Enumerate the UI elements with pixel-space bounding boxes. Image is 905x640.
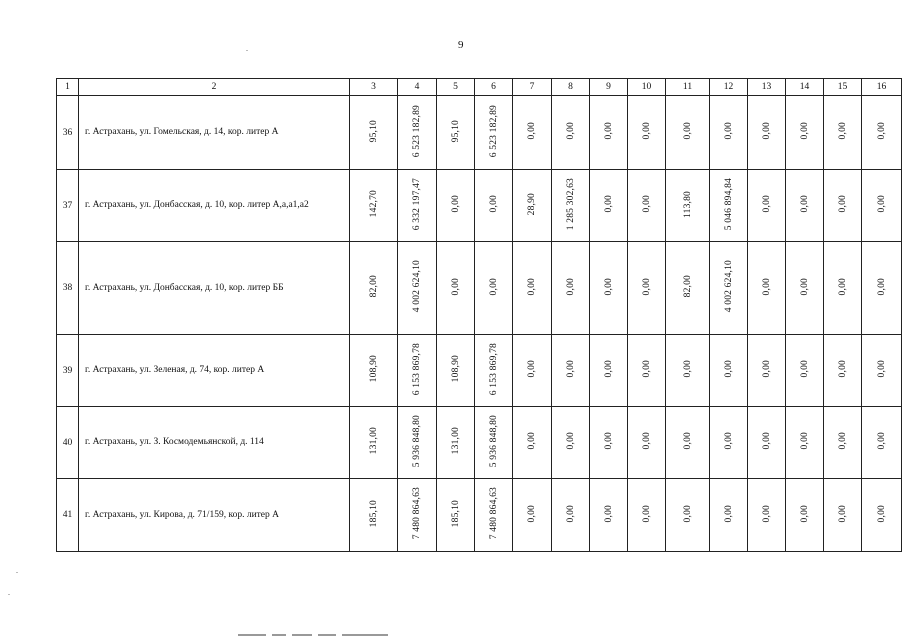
column-header: 6 xyxy=(475,79,513,96)
row-number: 41 xyxy=(57,479,79,552)
column-header: 5 xyxy=(437,79,475,96)
value-cell xyxy=(398,407,437,479)
column-header: 14 xyxy=(786,79,824,96)
value-text: 0,00 xyxy=(837,277,848,296)
value-text: 6 153 869,78 xyxy=(488,342,499,396)
column-header: 9 xyxy=(590,79,628,96)
value-text: 0,00 xyxy=(527,360,537,378)
value-cell xyxy=(824,170,862,242)
value-cell xyxy=(437,242,475,335)
value-cell xyxy=(552,242,590,335)
value-cell xyxy=(475,170,513,242)
value-cell xyxy=(710,170,748,242)
value-text: 0,00 xyxy=(837,122,848,140)
value-text: 0,00 xyxy=(603,277,614,296)
row-number: 40 xyxy=(57,407,79,479)
value-text: 0,00 xyxy=(723,432,734,450)
value-cell xyxy=(350,479,398,552)
value-cell xyxy=(590,479,628,552)
column-header: 12 xyxy=(710,79,748,96)
value-cell xyxy=(666,96,710,170)
scan-artifact xyxy=(8,594,10,595)
value-cell xyxy=(513,479,552,552)
value-cell xyxy=(862,242,902,335)
value-text: 0,00 xyxy=(723,360,734,378)
value-cell xyxy=(590,407,628,479)
value-text: 108,90 xyxy=(450,355,461,383)
value-text: 0,00 xyxy=(641,277,652,296)
value-text: 0,00 xyxy=(527,277,537,296)
column-header: 2 xyxy=(79,79,350,96)
value-cell xyxy=(513,96,552,170)
value-text: 113,80 xyxy=(682,190,693,218)
value-text: 0,00 xyxy=(799,277,810,296)
value-text: 0,00 xyxy=(488,277,499,296)
value-text: 0,00 xyxy=(682,432,693,450)
value-text: 0,00 xyxy=(527,432,537,450)
value-cell xyxy=(666,479,710,552)
value-cell xyxy=(862,96,902,170)
address-cell: г. Астрахань, ул. Гомельская, д. 14, кор. литер А xyxy=(79,96,350,170)
value-cell xyxy=(748,335,786,407)
value-cell xyxy=(590,242,628,335)
value-cell xyxy=(786,479,824,552)
column-header: 8 xyxy=(552,79,590,96)
value-cell xyxy=(786,170,824,242)
value-text: 0,00 xyxy=(837,432,848,450)
value-text: 0,00 xyxy=(837,360,848,378)
value-cell xyxy=(666,242,710,335)
column-header: 1 xyxy=(57,79,79,96)
value-cell xyxy=(513,335,552,407)
value-cell xyxy=(590,170,628,242)
column-header: 7 xyxy=(513,79,552,96)
table-row xyxy=(57,242,902,335)
value-text: 0,00 xyxy=(603,195,614,213)
column-header: 4 xyxy=(398,79,437,96)
value-text: 7 480 864,63 xyxy=(488,487,499,540)
row-number: 38 xyxy=(57,242,79,335)
value-text: 6 523 182,89 xyxy=(488,104,499,158)
value-cell xyxy=(710,335,748,407)
value-text: 0,00 xyxy=(761,122,772,140)
value-text: 0,00 xyxy=(799,195,810,213)
value-cell xyxy=(475,242,513,335)
value-text: 0,00 xyxy=(603,504,614,523)
value-cell xyxy=(513,170,552,242)
value-cell xyxy=(748,407,786,479)
value-text: 0,00 xyxy=(876,504,887,523)
value-text: 7 480 864,63 xyxy=(412,487,422,540)
value-cell xyxy=(350,242,398,335)
value-text: 0,00 xyxy=(682,360,693,378)
value-text: 5 046 894,84 xyxy=(723,177,734,231)
value-cell xyxy=(475,479,513,552)
value-cell xyxy=(786,96,824,170)
value-cell xyxy=(552,96,590,170)
column-header: 16 xyxy=(862,79,902,96)
value-text: 0,00 xyxy=(761,195,772,213)
value-text: 0,00 xyxy=(682,122,693,140)
scan-artifact xyxy=(16,572,18,573)
value-text: 0,00 xyxy=(876,277,887,296)
value-text: 0,00 xyxy=(761,277,772,296)
value-cell xyxy=(398,479,437,552)
value-cell xyxy=(628,242,666,335)
value-cell xyxy=(748,242,786,335)
value-cell xyxy=(666,335,710,407)
row-number: 37 xyxy=(57,170,79,242)
value-text: 0,00 xyxy=(641,360,652,378)
value-text: 82,00 xyxy=(368,275,379,298)
column-number-row xyxy=(57,79,902,96)
value-cell xyxy=(552,479,590,552)
value-cell xyxy=(350,335,398,407)
value-text: 0,00 xyxy=(641,195,652,213)
value-text: 0,00 xyxy=(876,360,887,378)
value-text: 6 523 182,89 xyxy=(412,104,422,158)
value-text: 0,00 xyxy=(876,122,887,140)
table-row xyxy=(57,170,902,242)
value-cell xyxy=(786,335,824,407)
value-text: 0,00 xyxy=(565,504,576,523)
value-cell xyxy=(628,407,666,479)
value-cell xyxy=(552,170,590,242)
value-cell xyxy=(862,479,902,552)
value-text: 0,00 xyxy=(603,432,614,450)
value-cell xyxy=(824,242,862,335)
value-cell xyxy=(552,407,590,479)
value-cell xyxy=(824,479,862,552)
value-text: 28,90 xyxy=(527,192,537,216)
value-cell xyxy=(398,170,437,242)
value-text: 95,10 xyxy=(450,119,461,143)
value-cell xyxy=(628,96,666,170)
value-text: 0,00 xyxy=(682,504,693,523)
value-cell xyxy=(862,407,902,479)
address-cell: г. Астрахань, ул. Зеленая, д. 74, кор. литер А xyxy=(79,335,350,407)
value-text: 5 936 848,80 xyxy=(488,414,499,468)
value-text: 0,00 xyxy=(641,122,652,140)
property-table xyxy=(56,78,902,552)
value-text: 82,00 xyxy=(682,275,693,298)
value-text: 0,00 xyxy=(837,195,848,213)
value-cell xyxy=(513,242,552,335)
value-cell xyxy=(552,335,590,407)
value-text: 185,10 xyxy=(450,499,461,528)
value-text: 0,00 xyxy=(641,504,652,523)
value-cell xyxy=(786,242,824,335)
column-header: 13 xyxy=(748,79,786,96)
value-cell xyxy=(590,335,628,407)
value-cell xyxy=(475,335,513,407)
value-cell xyxy=(748,96,786,170)
value-cell xyxy=(628,479,666,552)
value-text: 0,00 xyxy=(876,432,887,450)
value-cell xyxy=(862,335,902,407)
value-cell xyxy=(398,335,437,407)
value-cell xyxy=(710,407,748,479)
page-number: 9 xyxy=(458,39,464,51)
table-row xyxy=(57,96,902,170)
column-header: 15 xyxy=(824,79,862,96)
value-text: 131,00 xyxy=(368,427,379,455)
value-text: 0,00 xyxy=(565,122,576,140)
value-cell xyxy=(666,407,710,479)
value-cell xyxy=(824,335,862,407)
value-text: 0,00 xyxy=(723,504,734,523)
value-text: 95,10 xyxy=(368,119,379,143)
value-cell xyxy=(628,335,666,407)
row-number: 39 xyxy=(57,335,79,407)
value-text: 5 936 848,80 xyxy=(412,414,422,468)
value-text: 0,00 xyxy=(603,122,614,140)
value-cell xyxy=(437,335,475,407)
scan-artifact xyxy=(246,50,248,51)
value-text: 0,00 xyxy=(761,432,772,450)
address-cell: г. Астрахань, ул. Кирова, д. 71/159, кор. литер А xyxy=(79,479,350,552)
value-text: 0,00 xyxy=(761,360,772,378)
value-text: 0,00 xyxy=(799,122,810,140)
value-text: 6 332 197,47 xyxy=(412,177,422,231)
value-cell xyxy=(748,479,786,552)
value-text: 0,00 xyxy=(837,504,848,523)
value-cell xyxy=(437,479,475,552)
value-text: 0,00 xyxy=(799,504,810,523)
value-text: 185,10 xyxy=(368,499,379,528)
column-header: 11 xyxy=(666,79,710,96)
value-text: 131,00 xyxy=(450,427,461,455)
value-text: 0,00 xyxy=(876,195,887,213)
value-cell xyxy=(666,170,710,242)
address-cell: г. Астрахань, ул. З. Космодемьянской, д. 114 xyxy=(79,407,350,479)
value-cell xyxy=(824,407,862,479)
value-text: 0,00 xyxy=(450,277,461,296)
table-row xyxy=(57,479,902,552)
address-cell: г. Астрахань, ул. Донбасская, д. 10, кор. литер ББ xyxy=(79,242,350,335)
value-text: 0,00 xyxy=(565,277,576,296)
value-cell xyxy=(437,407,475,479)
value-text: 1 285 302,63 xyxy=(565,177,576,231)
value-text: 0,00 xyxy=(799,360,810,378)
value-cell xyxy=(513,407,552,479)
value-cell xyxy=(748,170,786,242)
value-cell xyxy=(437,170,475,242)
value-cell xyxy=(398,96,437,170)
value-text: 0,00 xyxy=(641,432,652,450)
value-text: 108,90 xyxy=(368,355,379,383)
scan-artifact xyxy=(238,634,388,638)
value-text: 6 153 869,78 xyxy=(412,342,422,396)
table-row xyxy=(57,335,902,407)
value-cell xyxy=(437,96,475,170)
value-cell xyxy=(710,479,748,552)
value-cell xyxy=(398,242,437,335)
value-text: 4 002 624,10 xyxy=(412,260,422,313)
value-text: 142,70 xyxy=(368,190,379,218)
value-cell xyxy=(710,242,748,335)
column-header: 10 xyxy=(628,79,666,96)
value-cell xyxy=(350,407,398,479)
value-cell xyxy=(862,170,902,242)
value-text: 0,00 xyxy=(450,195,461,213)
value-text: 0,00 xyxy=(565,360,576,378)
value-cell xyxy=(475,407,513,479)
value-text: 0,00 xyxy=(488,195,499,213)
value-text: 0,00 xyxy=(565,432,576,450)
value-cell xyxy=(710,96,748,170)
value-text: 0,00 xyxy=(799,432,810,450)
value-cell xyxy=(475,96,513,170)
value-text: 0,00 xyxy=(723,122,734,140)
value-text: 0,00 xyxy=(527,504,537,523)
address-cell: г. Астрахань, ул. Донбасская, д. 10, кор. литер А,а,а1,а2 xyxy=(79,170,350,242)
value-cell xyxy=(590,96,628,170)
value-text: 0,00 xyxy=(527,122,537,140)
value-cell xyxy=(786,407,824,479)
value-cell xyxy=(824,96,862,170)
value-text: 0,00 xyxy=(603,360,614,378)
value-text: 4 002 624,10 xyxy=(723,260,734,313)
value-cell xyxy=(350,170,398,242)
value-text: 0,00 xyxy=(761,504,772,523)
table-row xyxy=(57,407,902,479)
row-number: 36 xyxy=(57,96,79,170)
column-header: 3 xyxy=(350,79,398,96)
value-cell xyxy=(350,96,398,170)
value-cell xyxy=(628,170,666,242)
